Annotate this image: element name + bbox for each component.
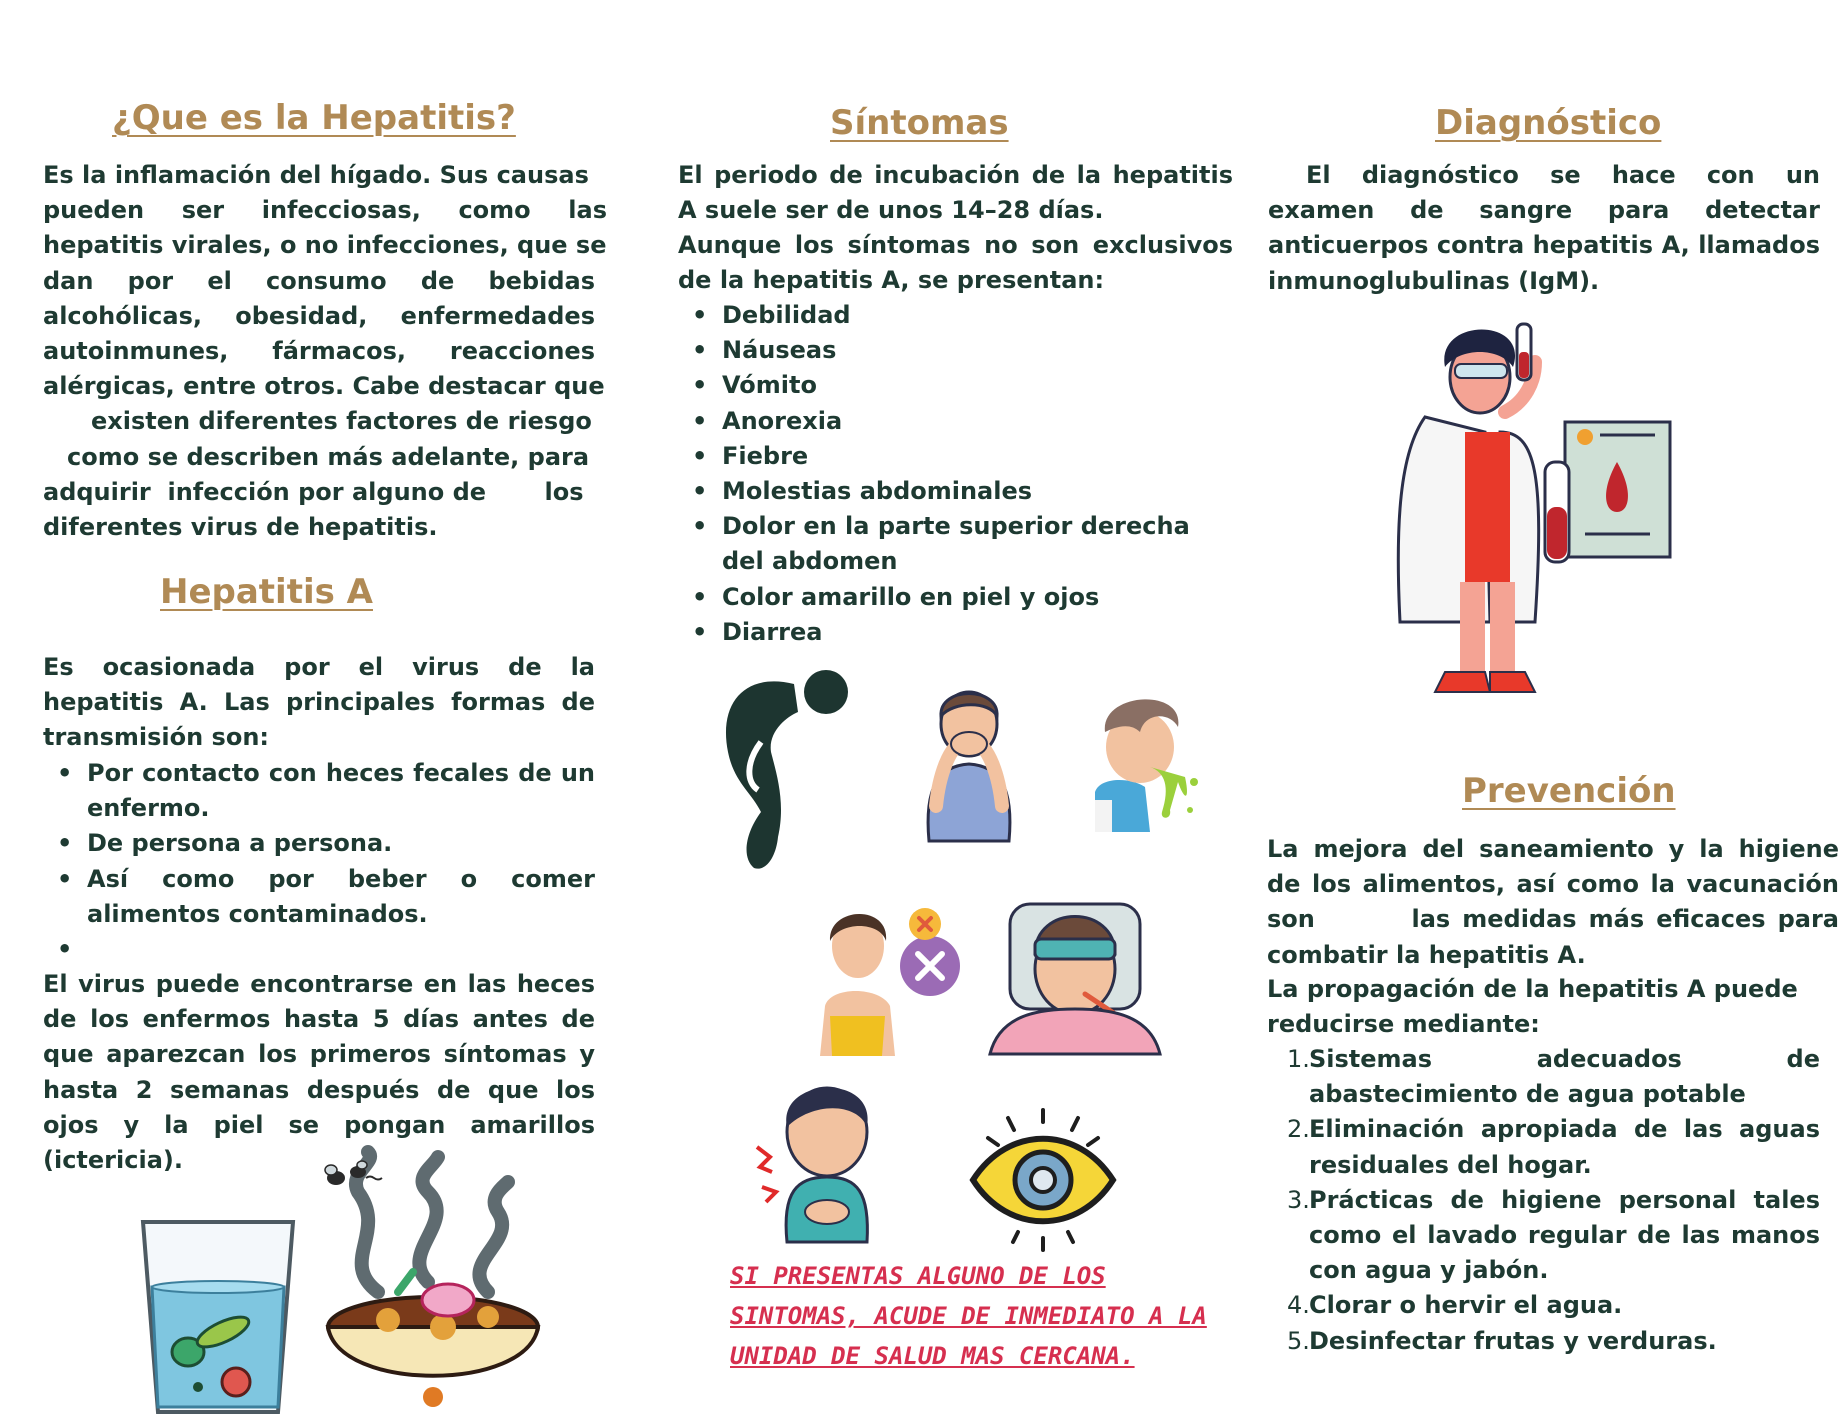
- list-item: • Náuseas: [678, 333, 1208, 368]
- intro-line: pueden ser infecciosas, como las: [43, 196, 607, 225]
- intro-line: hepatitis virales, o no infecciones, que se: [43, 231, 607, 260]
- list-item: • De persona a persona.: [43, 826, 595, 861]
- diagnosis-text: El diagnóstico se hace con un examen de sangre para detectar anticuerpos contra hepatitis A, llamados inmunoglubulinas (IgM).: [1268, 161, 1820, 295]
- list-number: 4.: [1287, 1291, 1310, 1320]
- list-item: • Color amarillo en piel y ojos: [678, 580, 1208, 615]
- list-text: Sistemas adecuados de abastecimiento de agua potable: [1309, 1045, 1820, 1109]
- list-item: [1287, 1042, 1820, 1112]
- list-text: Prácticas de higiene personal tales como el lavado regular de las manos con agua y jabón.: [1309, 1185, 1820, 1285]
- intro-line: diferentes virus de hepatitis.: [43, 513, 438, 542]
- intro-line: como se describen más adelante, para: [67, 442, 590, 471]
- fever-child-icon: [990, 884, 1160, 1054]
- que-es-hepatitis-heading: ¿Que es la Hepatitis?: [112, 98, 516, 138]
- symptoms-list: [678, 298, 1208, 650]
- list-item: [1287, 1183, 1820, 1289]
- list-item: • Así como por beber o comer alimentos contaminados.: [43, 862, 595, 932]
- intro-line: Es la inflamación del hígado. Sus causas: [43, 161, 589, 189]
- list-item: • Fiebre: [678, 439, 1208, 474]
- list-item: • Diarrea: [678, 615, 1208, 650]
- prevention-measures-list: [1287, 1042, 1820, 1359]
- virus-duration-text: El virus puede encontrarse en las heces de los enfermos hasta 5 días antes de que aparezcan los primeros síntomas y hasta 2 semanas después de que los ojos y la piel se pongan amarillos (ictericia).: [43, 970, 595, 1175]
- doctor-blood-test-icon: [1395, 322, 1685, 702]
- contaminated-water-glass-icon: [138, 1212, 298, 1422]
- hepatitis-a-heading: Hepatitis A: [160, 572, 373, 612]
- prevencion-heading: Prevención: [1462, 771, 1676, 811]
- list-item: • Molestias abdominales: [678, 474, 1208, 509]
- weakness-figure-icon: [716, 672, 856, 872]
- diagnostico-heading: Diagnóstico: [1435, 103, 1662, 143]
- list-item: • Por contacto con heces fecales de un enfermo.: [43, 756, 595, 826]
- alert-line: SI PRESENTAS ALGUNO DE LOS: [730, 1262, 1106, 1290]
- nausea-woman-icon: [914, 676, 1024, 841]
- seek-care-alert: [730, 1256, 1207, 1376]
- alert-line: UNIDAD DE SALUD MAS CERCANA.: [730, 1342, 1135, 1370]
- vomiting-man-icon: [1090, 692, 1200, 832]
- list-item-empty: [43, 932, 595, 967]
- hepatitis-a-intro: Es ocasionada por el virus de la hepatitis A. Las principales formas de transmisión son:: [43, 653, 595, 752]
- list-number: 3.: [1287, 1185, 1310, 1214]
- intro-line: existen diferentes factores de riesgo: [91, 407, 592, 436]
- list-item: • Dolor en la parte superior derecha del abdomen: [678, 509, 1192, 579]
- sintomas-heading: Síntomas: [830, 103, 1009, 143]
- incubation-text: El periodo de incubación de la hepatitis A suele ser de unos 14–28 días.: [678, 161, 1233, 225]
- list-number: 5.: [1287, 1326, 1310, 1355]
- abdominal-pain-boy-icon: [752, 1072, 882, 1242]
- list-item: [1287, 1324, 1820, 1359]
- list-item: [1287, 1288, 1820, 1323]
- intro-line: autoinmunes, fármacos, reacciones: [43, 337, 595, 366]
- alert-line: SINTOMAS, ACUDE DE INMEDIATO A LA: [730, 1302, 1207, 1330]
- list-text: Clorar o hervir el agua.: [1309, 1291, 1623, 1320]
- prevention-intro: La mejora del saneamiento y la higiene de los alimentos, así como la vacunación son las medidas más eficaces para combatir la hepatitis A.: [1267, 835, 1848, 969]
- transmission-list: [43, 756, 595, 967]
- prevention-reduce-text: La propagación de la hepatitis A puede reducirse mediante:: [1267, 975, 1798, 1039]
- list-number: 1.: [1287, 1045, 1310, 1073]
- list-item: • Vómito: [678, 368, 1208, 403]
- list-item: [1287, 1112, 1820, 1182]
- intro-line: dan por el consumo de bebidas: [43, 266, 595, 295]
- list-item: • Anorexia: [678, 404, 1208, 439]
- intro-line: alérgicas, entre otros. Cabe destacar que: [43, 372, 605, 401]
- anorexia-woman-icon: [820, 906, 960, 1056]
- list-text: Eliminación apropiada de las aguas residuales del hogar.: [1309, 1115, 1820, 1179]
- intro-line: alcohólicas, obesidad, enfermedades: [43, 301, 595, 330]
- flies-icon: [322, 1162, 382, 1202]
- hepatitis-definition: [43, 158, 607, 545]
- list-text: Desinfectar frutas y verduras.: [1309, 1326, 1717, 1355]
- list-number: 2.: [1287, 1115, 1310, 1144]
- list-item: • Debilidad: [678, 298, 1208, 333]
- symptoms-intro: Aunque los síntomas no son exclusivos de la hepatitis A, se presentan:: [678, 231, 1233, 295]
- intro-line: adquirir infección por alguno de los: [43, 477, 584, 506]
- yellow-eye-icon: [968, 1110, 1118, 1250]
